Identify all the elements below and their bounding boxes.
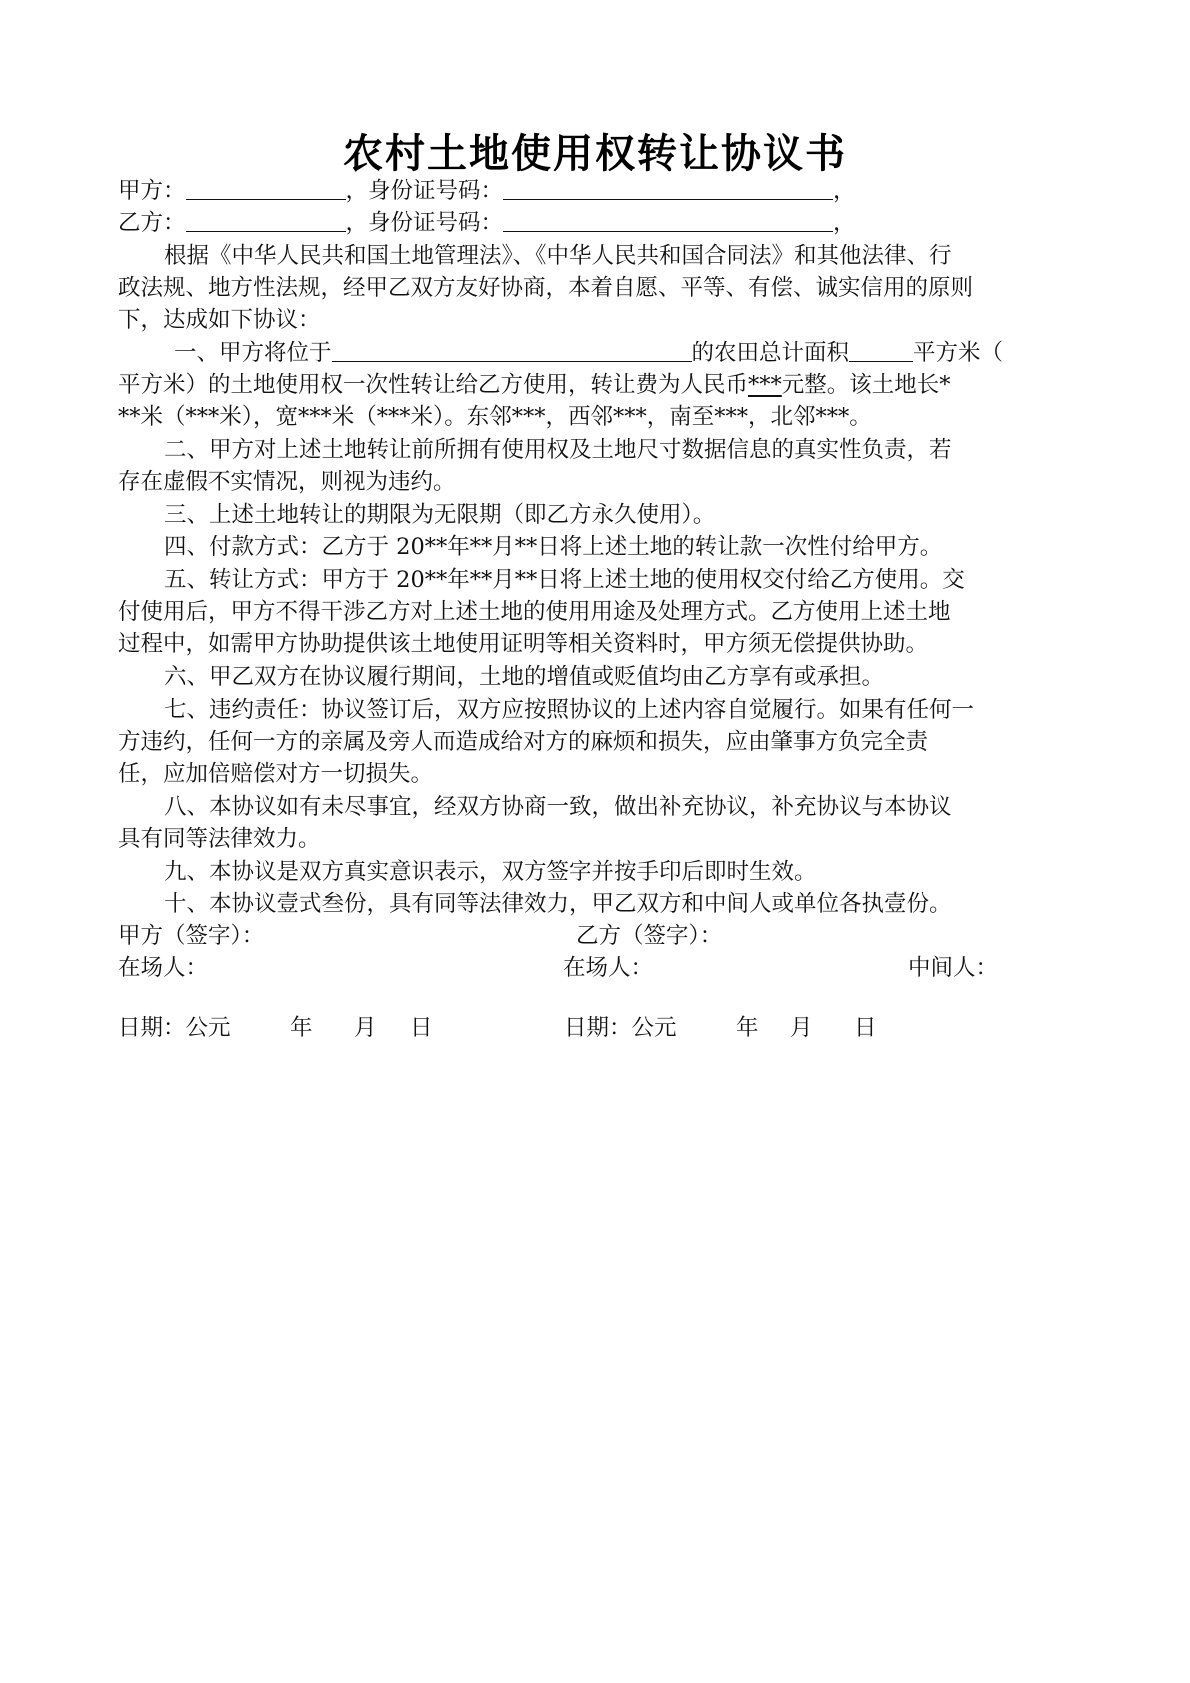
date-row bbox=[118, 1012, 1018, 1044]
clause-8-line-2: 具有同等法律效力。 bbox=[118, 826, 321, 852]
party-a-id-label: ，身份证号码： bbox=[345, 178, 504, 204]
party-b-name-field[interactable] bbox=[186, 209, 346, 232]
date-b-label: 日期：公元 bbox=[564, 1015, 677, 1041]
clause-7-line-2: 方违约，任何一方的亲属及旁人而造成给对方的麻烦和损失，应由肇事方负完全责 bbox=[118, 729, 929, 755]
date-a-day: 日 bbox=[410, 1015, 433, 1041]
clause-8-line-1: 八、本协议如有未尽事宜，经双方协商一致，做出补充协议，补充协议与本协议 bbox=[164, 794, 952, 820]
clause-3-line-1: 三、上述土地转让的期限为无限期（即乙方永久使用）。 bbox=[164, 502, 716, 528]
clause-1-line-2 bbox=[118, 369, 951, 401]
preamble-line-2: 政法规、地方性法规，经甲乙双方友好协商，本着自愿、平等、有偿、诚实信用的原则 bbox=[118, 275, 974, 301]
signature-row bbox=[118, 920, 1018, 952]
witness-b-label: 在场人： bbox=[563, 955, 654, 981]
land-area-field[interactable] bbox=[849, 339, 913, 362]
clause-5-line-3: 过程中，如需甲方协助提供该土地使用证明等相关资料时，甲方须无偿提供协助。 bbox=[118, 631, 929, 657]
party-b-trailing-comma: ， bbox=[833, 210, 856, 236]
clause-9-line-1: 九、本协议是双方真实意识表示，双方签字并按手印后即时生效。 bbox=[164, 859, 817, 885]
party-b-label: 乙方： bbox=[118, 210, 186, 236]
document-title: 农村土地使用权转让协议书 bbox=[343, 131, 847, 177]
clause-5-line-1: 五、转让方式：甲方于 20**年**月**日将上述土地的使用权交付给乙方使用。交 bbox=[164, 567, 965, 593]
clause-10-line-1: 十、本协议壹式叁份，具有同等法律效力，甲乙双方和中间人或单位各执壹份。 bbox=[164, 891, 952, 917]
clause-2-line-1: 二、甲方对上述土地转让前所拥有使用权及土地尺寸数据信息的真实性负责，若 bbox=[164, 437, 952, 463]
intermediary-label: 中间人： bbox=[908, 955, 999, 981]
date-b-year: 年 bbox=[736, 1015, 759, 1041]
land-location-field[interactable] bbox=[332, 339, 692, 362]
preamble-line-3: 下，达成如下协议： bbox=[118, 307, 321, 333]
clause-4-line-1: 四、付款方式：乙方于 20**年**月**日将上述土地的转让款一次性付给甲方。 bbox=[164, 534, 943, 560]
date-a-year: 年 bbox=[290, 1015, 313, 1041]
party-b-row bbox=[118, 207, 856, 239]
date-a-label: 日期：公元 bbox=[118, 1015, 231, 1041]
clause-1-line-1 bbox=[118, 337, 1003, 369]
transfer-fee-amount: *** bbox=[748, 372, 782, 398]
clause-1-text-e: 元整。该土地长* bbox=[781, 372, 951, 398]
clause-7-line-1: 七、违约责任：协议签订后，双方应按照协议的上述内容自觉履行。如果有任何一 bbox=[164, 697, 975, 723]
clause-1-line-3: **米（***米），宽***米（***米）。东邻***，西邻***，南至***，北邻***。 bbox=[118, 404, 872, 430]
clause-1-text-c: 平方米（ bbox=[913, 340, 1004, 366]
date-a-month: 月 bbox=[354, 1015, 377, 1041]
party-a-trailing-comma: ， bbox=[833, 178, 856, 204]
date-b-month: 月 bbox=[790, 1015, 813, 1041]
party-a-name-field[interactable] bbox=[186, 177, 346, 200]
preamble-line-1: 根据《中华人民共和国土地管理法》、《中华人民共和国合同法》和其他法律、行 bbox=[164, 243, 952, 269]
party-a-row bbox=[118, 175, 856, 207]
party-b-id-label: ，身份证号码： bbox=[345, 210, 504, 236]
party-a-id-field[interactable] bbox=[503, 177, 833, 200]
clause-6-line-1: 六、甲乙双方在协议履行期间，土地的增值或贬值均由乙方享有或承担。 bbox=[164, 664, 885, 690]
clause-1-text-b: 的农田总计面积 bbox=[691, 340, 850, 366]
clause-7-line-3: 任，应加倍赔偿对方一切损失。 bbox=[118, 761, 434, 787]
clause-2-line-2: 存在虚假不实情况，则视为违约。 bbox=[118, 469, 456, 495]
party-b-id-field[interactable] bbox=[503, 209, 833, 232]
clause-1-text-a: 一、甲方将位于 bbox=[174, 340, 332, 366]
witness-row bbox=[118, 952, 1018, 984]
clause-1-text-d: 平方米）的土地使用权一次性转让给乙方使用，转让费为人民币 bbox=[118, 372, 749, 398]
party-a-signature-label: 甲方（签字）： bbox=[118, 923, 265, 949]
witness-a-label: 在场人： bbox=[118, 955, 209, 981]
clause-5-line-2: 付使用后，甲方不得干涉乙方对上述土地的使用用途及处理方式。乙方使用上述土地 bbox=[118, 599, 951, 625]
date-b-day: 日 bbox=[854, 1015, 877, 1041]
party-a-label: 甲方： bbox=[118, 178, 186, 204]
party-b-signature-label: 乙方（签字）： bbox=[576, 923, 723, 949]
